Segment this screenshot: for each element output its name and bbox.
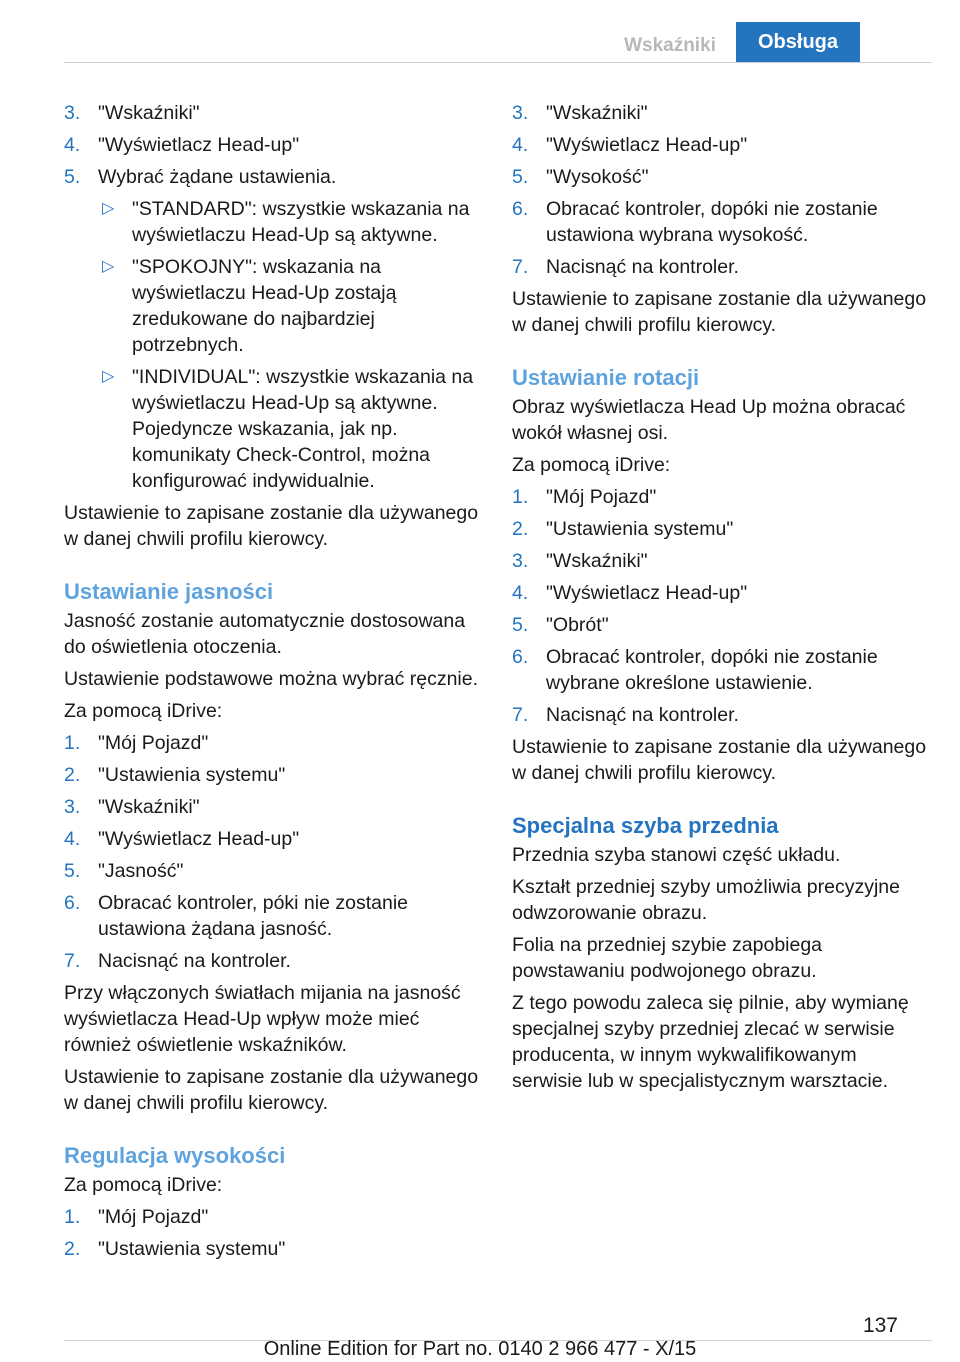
- step-number: 3.: [64, 796, 81, 818]
- step-text: Obracać kontroler, dopóki nie zostanie ustawiona wybrana wysokość.: [546, 198, 878, 246]
- steps-list: [64, 100, 480, 190]
- steps-list: [512, 100, 928, 280]
- list-item: [512, 100, 928, 126]
- step-text: "Wyświetlacz Head-up": [98, 134, 300, 156]
- chapter-tab: Obsługa: [736, 22, 860, 62]
- step-number: 6.: [64, 892, 81, 914]
- step-text: Obracać kontroler, dopóki nie zostanie wybrane określone ustawienie.: [546, 646, 878, 694]
- list-item: [64, 1204, 480, 1230]
- step-text: "Obrót": [546, 614, 609, 636]
- paragraph: Ustawienie podstawowe można wybrać ręcznie.: [64, 668, 479, 690]
- bullet-item: [64, 254, 480, 358]
- step-text: "Wysokość": [546, 166, 649, 188]
- step-text: "Wskaźniki": [546, 550, 648, 572]
- step-text: "Wyświetlacz Head-up": [546, 134, 748, 156]
- step-text: "Wyświetlacz Head-up": [546, 582, 748, 604]
- list-item: [512, 132, 928, 158]
- step-number: 5.: [512, 166, 529, 188]
- paragraph: Ustawienie to zapisane zostanie dla używanego w danej chwili profilu kierowcy.: [64, 502, 479, 550]
- bullet-text: "INDIVIDUAL": wszystkie wskazania na wyświetlaczu Head-Up są aktywne. Pojedyncze wskazania, jak np. komunikaty Check-Control, można konfigurować indywidualnie.: [132, 366, 474, 492]
- page-number: 137: [862, 1314, 898, 1337]
- step-number: 3.: [64, 102, 81, 124]
- list-item: [64, 132, 480, 158]
- list-item: [64, 826, 480, 852]
- bullet-item: [64, 364, 480, 494]
- bullet-text: "STANDARD": wszystkie wskazania na wyświetlaczu Head-Up są aktywne.: [132, 198, 470, 246]
- triangle-bullet-icon: ▷: [102, 258, 115, 275]
- step-number: 5.: [512, 614, 529, 636]
- list-item: [64, 730, 480, 756]
- list-item: [512, 164, 928, 190]
- step-text: Nacisnąć na kontroler.: [546, 256, 739, 278]
- steps-list: [512, 484, 928, 728]
- list-item: [64, 1236, 480, 1262]
- paragraph: Przy włączonych światłach mijania na jasność wyświetlacza Head-Up wpływ może mieć również oświetlenie wskaźników.: [64, 982, 461, 1056]
- paragraph: Za pomocą iDrive:: [512, 454, 671, 476]
- step-number: 3.: [512, 102, 529, 124]
- step-text: "Wyświetlacz Head-up": [98, 828, 300, 850]
- list-item: [512, 196, 928, 248]
- edition-footer: Online Edition for Part no. 0140 2 966 477 - X/15: [263, 1338, 697, 1360]
- step-text: "Mój Pojazd": [98, 1206, 209, 1228]
- step-number: 7.: [512, 704, 529, 726]
- triangle-bullet-icon: ▷: [102, 200, 115, 217]
- heading-rotation: Ustawianie rotacji: [512, 365, 700, 390]
- step-number: 2.: [512, 518, 529, 540]
- steps-list: [64, 1204, 480, 1262]
- step-text: "Mój Pojazd": [98, 732, 209, 754]
- step-number: 5.: [64, 860, 81, 882]
- step-number: 4.: [512, 582, 529, 604]
- page-header: [0, 22, 960, 62]
- heading-height: Regulacja wysokości: [64, 1143, 286, 1168]
- step-text: Nacisnąć na kontroler.: [98, 950, 291, 972]
- step-text: "Mój Pojazd": [546, 486, 657, 508]
- paragraph: Za pomocą iDrive:: [64, 700, 223, 722]
- list-item: [64, 794, 480, 820]
- paragraph: Jasność zostanie automatycznie dostosowana do oświetlenia otoczenia.: [64, 610, 466, 658]
- step-text: "Wskaźniki": [98, 796, 200, 818]
- list-item: [512, 254, 928, 280]
- list-item: [512, 644, 928, 696]
- step-number: 6.: [512, 646, 529, 668]
- triangle-bullet-icon: ▷: [102, 368, 115, 385]
- step-number: 4.: [64, 134, 81, 156]
- paragraph: Obraz wyświetlacza Head Up można obracać wokół własnej osi.: [512, 396, 906, 444]
- bullet-list: [64, 196, 480, 494]
- step-text: "Jasność": [98, 860, 184, 882]
- heading-windshield: Specjalna szyba przednia: [512, 813, 779, 838]
- list-item: [512, 548, 928, 574]
- list-item: [512, 580, 928, 606]
- step-number: 6.: [512, 198, 529, 220]
- step-text: Wybrać żądane ustawienia.: [98, 166, 337, 188]
- bullet-item: [64, 196, 480, 248]
- list-item: [512, 612, 928, 638]
- step-number: 1.: [64, 732, 81, 754]
- paragraph: Z tego powodu zaleca się pilnie, aby wymianę specjalnej szyby przedniej zlecać w serwisie producenta, w innym wykwalifikowanym serwisie lub w specjalistycznym warsztacie.: [512, 992, 909, 1092]
- step-text: "Ustawienia systemu": [98, 1238, 286, 1260]
- step-number: 2.: [64, 1238, 81, 1260]
- list-item: [64, 100, 480, 126]
- step-text: Nacisnąć na kontroler.: [546, 704, 739, 726]
- list-item: [64, 762, 480, 788]
- paragraph: Ustawienie to zapisane zostanie dla używanego w danej chwili profilu kierowcy.: [512, 288, 927, 336]
- step-number: 4.: [512, 134, 529, 156]
- step-number: 3.: [512, 550, 529, 572]
- section-label: Wskaźniki: [624, 35, 716, 56]
- step-number: 5.: [64, 166, 81, 188]
- step-text: Obracać kontroler, póki nie zostanie ustawiona żądana jasność.: [98, 892, 409, 940]
- step-text: "Wskaźniki": [98, 102, 200, 124]
- step-text: "Wskaźniki": [546, 102, 648, 124]
- step-text: "Ustawienia systemu": [546, 518, 734, 540]
- step-number: 2.: [64, 764, 81, 786]
- right-column: [512, 100, 928, 1100]
- step-number: 7.: [64, 950, 81, 972]
- paragraph: Ustawienie to zapisane zostanie dla używanego w danej chwili profilu kierowcy.: [64, 1066, 479, 1114]
- step-text: "Ustawienia systemu": [98, 764, 286, 786]
- heading-brightness: Ustawianie jasności: [64, 579, 274, 604]
- step-number: 1.: [512, 486, 529, 508]
- list-item: [64, 858, 480, 884]
- paragraph: Kształt przedniej szyby umożliwia precyzyjne odwzorowanie obrazu.: [512, 876, 900, 924]
- header-rule: [64, 62, 932, 63]
- steps-list: [64, 730, 480, 974]
- paragraph: Folia na przedniej szybie zapobiega powstawaniu podwojonego obrazu.: [512, 934, 823, 982]
- list-item: [512, 484, 928, 510]
- list-item: [512, 702, 928, 728]
- list-item: [64, 890, 480, 942]
- list-item: [512, 516, 928, 542]
- list-item: [64, 164, 480, 190]
- list-item: [64, 948, 480, 974]
- paragraph: Za pomocą iDrive:: [64, 1174, 223, 1196]
- paragraph: Ustawienie to zapisane zostanie dla używanego w danej chwili profilu kierowcy.: [512, 736, 927, 784]
- step-number: 4.: [64, 828, 81, 850]
- left-column: [64, 100, 480, 1268]
- paragraph: Przednia szyba stanowi część układu.: [512, 844, 841, 866]
- step-number: 7.: [512, 256, 529, 278]
- bullet-text: "SPOKOJNY": wskazania na wyświetlaczu Head-Up zostają zredukowane do najbardziej potrzebnych.: [132, 256, 397, 356]
- step-number: 1.: [64, 1206, 81, 1228]
